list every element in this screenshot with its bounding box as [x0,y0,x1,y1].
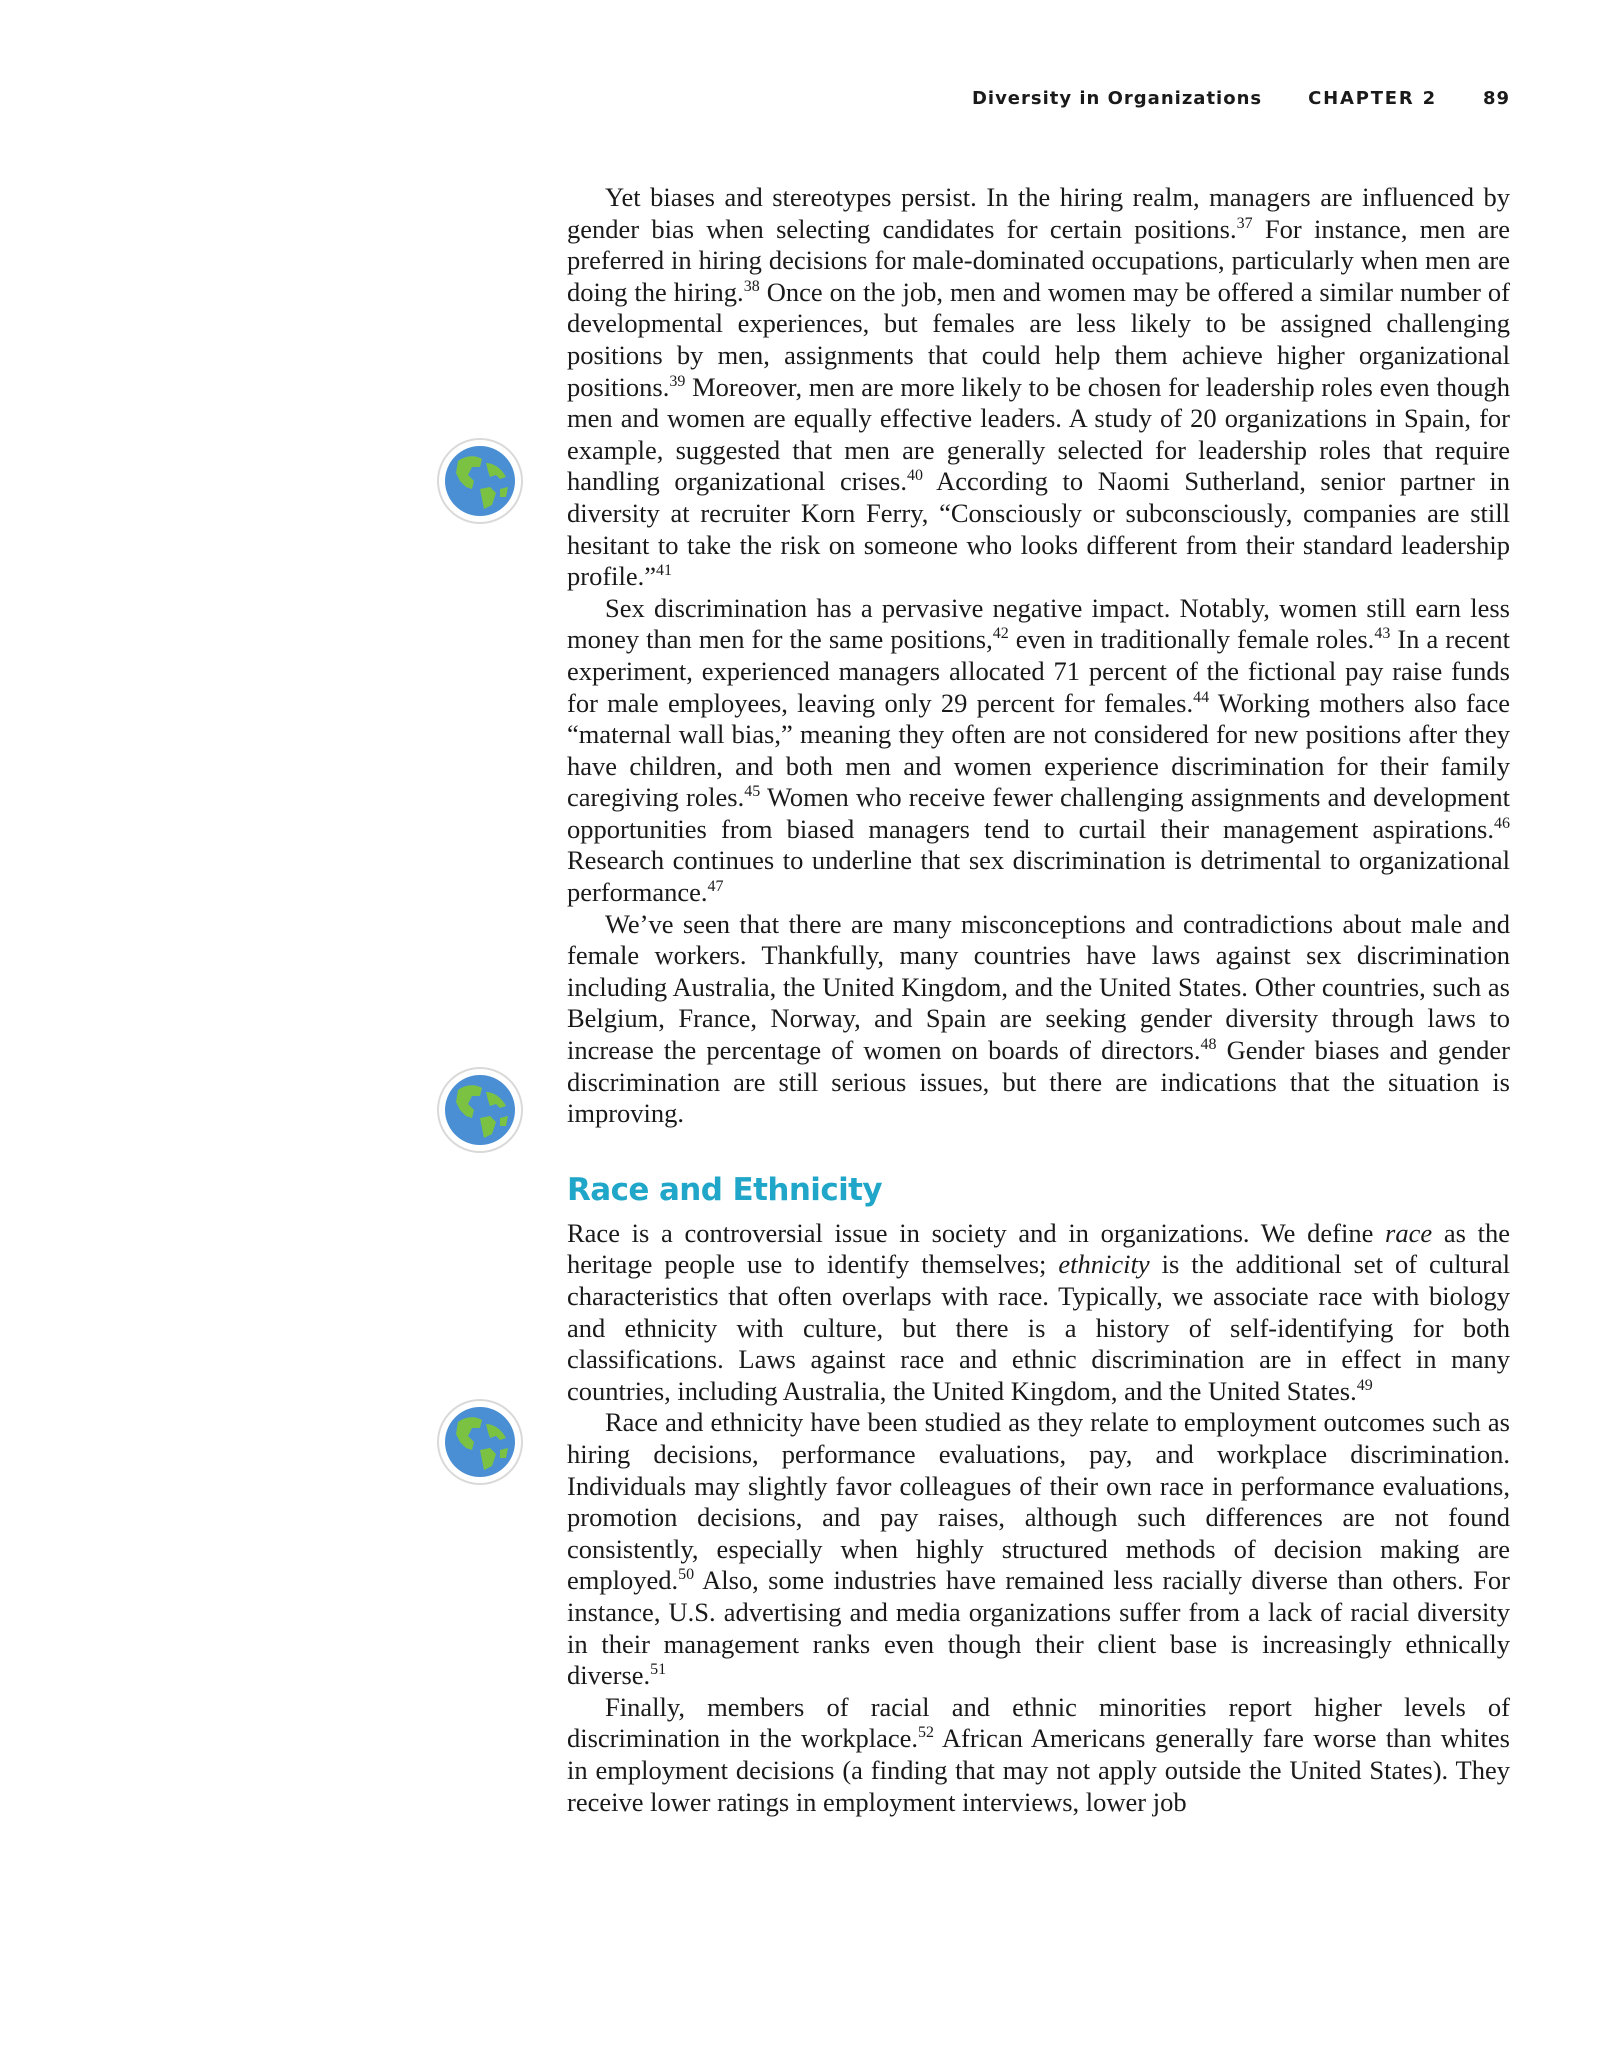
footnote-ref[interactable]: 37 [1236,214,1253,232]
footnote-ref[interactable]: 42 [992,625,1009,643]
footnote-ref[interactable]: 49 [1356,1376,1373,1394]
globe-icon [436,1066,524,1154]
paragraph-minorities: Finally, members of racial and ethnic minorities report higher levels of discrimination in the workplace.$^{52}$ African Americans generally fare worse than whites in employment decisions (a finding that may not apply outside the United States). They receive lower ratings in employment interviews, lower job [567,1691,1510,1817]
running-head-chapter: CHAPTER 2 [1308,88,1437,109]
section-heading: Race and Ethnicity [567,1171,882,1208]
footnote-ref[interactable]: 50 [678,1566,695,1584]
paragraph-employment-outcomes: Race and ethnicity have been studied as they relate to employment outcomes such as hiring decisions, performance evaluations, pay, and workplace discrimination. Individuals may slightly favor colleagues of their own race in performance evaluations, promotion decisions, and pay raises, although such differences are not found consistently, especially when highly structured methods of decision making are employed.$^{50}$ Also, some industries have remained less racially diverse than others. For instance, U.S. advertising and media organizations suffer from a lack of racial diversity in their management ranks even though their client base is increasingly ethnically diverse.$^{51}$ [567,1407,1510,1691]
footnote-ref[interactable]: 44 [1193,688,1210,706]
footnote-ref[interactable]: 43 [1374,625,1391,643]
footnote-ref[interactable]: 51 [650,1661,667,1679]
footnote-ref[interactable]: 38 [743,277,760,295]
paragraph-sex-discrimination: Sex discrimination has a pervasive negative impact. Notably, women still earn less money than men for the same positions,$^{42}$ even in traditionally female roles.$^{43}$ In a recent experiment, experienced managers allocated 71 percent of the fictional pay raise funds for male employees, leaving only 29 percent for females.$^{44}$ Working mothers also face “maternal wall bias,” meaning they often are not considered for new positions after they have children, and both men and women experience discrimination for their family caregiving roles.$^{45}$ Women who receive fewer challenging assignments and development opportunities from biased managers tend to curtail their management aspirations.$^{46}$ Research continues to underline that sex discrimination is detrimental to organizational performance.$^{47}$ [567,592,1511,908]
footnote-ref[interactable]: 46 [1494,814,1510,832]
globe-icon [436,1398,524,1486]
page-number: 89 [1482,88,1510,109]
footnote-ref[interactable]: 39 [669,372,686,390]
footnote-ref[interactable]: 40 [906,467,923,485]
term-race: race [1385,1217,1433,1248]
footnote-ref[interactable]: 41 [656,562,673,580]
footnote-ref[interactable]: 47 [707,878,724,896]
term-ethnicity: ethnicity [1058,1249,1150,1280]
paragraph-gender-bias: Yet biases and stereotypes persist. In the hiring realm, managers are influenced by gender bias when selecting candidates for certain positions.$^{37}$ For instance, men are preferred in hiring decisions for male-dominated occupations, particularly when men are doing the hiring.$^{38}$ Once on the job, men and women may be offered a similar number of developmental experiences, but females are less likely to be assigned challenging positions by men, assignments that could help them achieve higher organizational positions.$^{39}$ Moreover, men are more likely to be chosen for leadership roles even though men and women are equally effective leaders. A study of 20 organizations in Spain, for example, suggested that men are generally selected for leadership roles that require handling organizational crises.$^{40}$ According to Naomi Sutherland, senior partner in diversity at recruiter Korn Ferry, “Consciously or subconsciously, companies are still hesitant to take the risk on someone who looks different from their standard leadership profile.”$^{41}$ [567,182,1510,592]
paragraph-race-definition: Race is a controversial issue in society and in organizations. We define race as the heritage people use to identify themselves; ethnicity is the additional set of cultural characteristics that often overlaps with race. Typically, we associate race with biology and ethnicity with culture, but there is a history of self-identifying for both classifications. Laws against race and ethnic discrimination are in effect in many countries, including Australia, the United Kingdom, and the United States.$^{49}$ [567,1217,1511,1406]
paragraph-laws: We’ve seen that there are many misconceptions and contradictions about male and female workers. Thankfully, many countries have laws against sex discrimination including Australia, the United Kingdom, and the United States. Other countries, such as Belgium, France, Norway, and Spain are seeking gender diversity through laws to increase the percentage of women on boards of directors.$^{48}$ Gender biases and gender discrimination are still serious issues, but there are indications that the situation is improving. [567,908,1510,1129]
running-head [972,88,1510,109]
running-head-section: Diversity in Organizations [971,88,1263,109]
footnote-ref[interactable]: 48 [1200,1036,1217,1054]
footnote-ref[interactable]: 52 [918,1724,935,1742]
footnote-ref[interactable]: 45 [744,783,761,801]
globe-icon [436,437,524,525]
body-text [567,182,1510,1818]
